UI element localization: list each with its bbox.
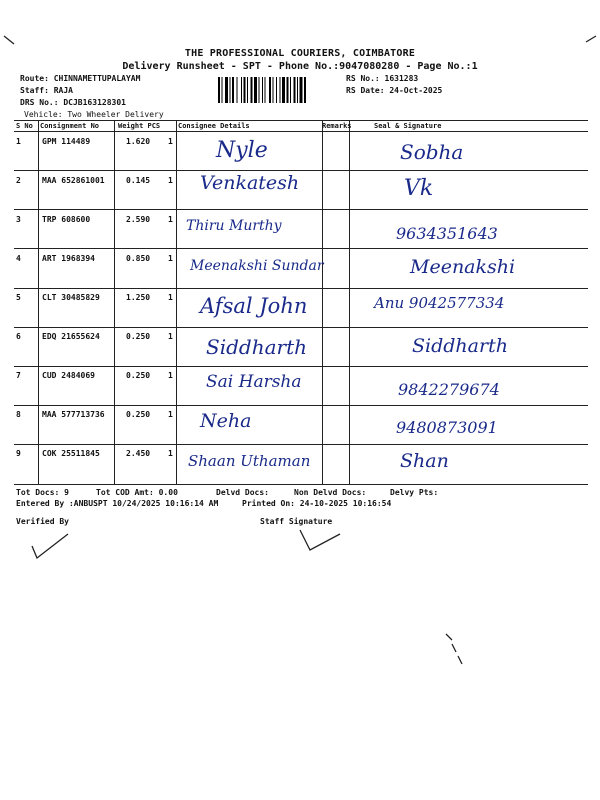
row-consignment: CUD 2484069	[42, 371, 95, 380]
entered-by: Entered By :ANBUSPT 10/24/2025 10:16:14 AM	[16, 499, 219, 508]
row-weight: 0.850	[126, 254, 151, 263]
row-divider	[14, 405, 588, 406]
row-weight: 1.250	[126, 293, 151, 302]
row-pcs: 1	[168, 137, 173, 146]
col-divider	[38, 120, 39, 484]
col-header-sno: S No	[16, 122, 33, 130]
row-consignment: COK 25511845	[42, 449, 100, 458]
table-header-rule	[14, 131, 588, 132]
row-sno: 3	[16, 215, 21, 224]
staff-signature-label: Staff Signature	[260, 517, 333, 526]
row-weight: 2.590	[126, 215, 151, 224]
seal-signature: 9634351643	[396, 224, 498, 243]
seal-signature: 9480873091	[396, 418, 498, 437]
row-weight: 0.145	[126, 176, 151, 185]
col-divider	[176, 120, 177, 484]
row-sno: 1	[16, 137, 21, 146]
row-sno: 5	[16, 293, 21, 302]
row-divider	[14, 170, 588, 171]
delivery-points: Delvy Pts:	[390, 488, 439, 497]
row-weight: 0.250	[126, 410, 151, 419]
col-divider	[114, 120, 115, 484]
document-subtitle: Delivery Runsheet - SPT - Phone No.:9047080280 - Page No.:1	[122, 61, 478, 72]
row-divider	[14, 209, 588, 210]
row-weight: 1.620	[126, 137, 151, 146]
col-divider	[349, 120, 350, 484]
consignee-signature: Neha	[200, 410, 252, 432]
consignee-signature: Sai Harsha	[206, 372, 302, 392]
row-pcs: 1	[168, 332, 173, 341]
col-divider	[322, 120, 323, 484]
consignee-signature: Siddharth	[206, 335, 307, 359]
col-header-consignee: Consignee Details	[178, 122, 250, 130]
row-sno: 4	[16, 254, 21, 263]
seal-signature: Vk	[404, 176, 434, 201]
corner-mark	[0, 30, 20, 50]
barcode	[218, 77, 342, 103]
row-consignment: MAA 652861001	[42, 176, 105, 185]
drs-label: DRS No.: DCJB163128301	[20, 98, 126, 107]
delivered-docs: Delvd Docs:	[216, 488, 269, 497]
consignee-signature: Thiru Murthy	[186, 218, 282, 234]
row-pcs: 1	[168, 215, 173, 224]
seal-signature: Sobha	[400, 140, 464, 164]
seal-signature: Shan	[400, 450, 449, 472]
row-pcs: 1	[168, 449, 173, 458]
consignee-signature: Venkatesh	[200, 172, 300, 194]
seal-signature: Siddharth	[412, 335, 508, 357]
consignee-signature: Meenakshi Sundar	[190, 258, 324, 274]
row-consignment: MAA 577713736	[42, 410, 105, 419]
consignee-signature: Afsal John	[200, 294, 308, 318]
row-pcs: 1	[168, 371, 173, 380]
row-weight: 0.250	[126, 332, 151, 341]
row-consignment: TRP 608600	[42, 215, 91, 224]
staff-label: Staff: RAJA	[20, 86, 73, 95]
consignee-signature: Nyle	[216, 138, 268, 163]
rs-number: RS No.: 1631283	[346, 74, 419, 83]
table-bottom-rule	[14, 484, 588, 485]
row-divider	[14, 327, 588, 328]
staff-checkmark	[292, 520, 348, 556]
row-pcs: 1	[168, 176, 173, 185]
route-label: Route: CHINNAMETTUPALAYAM	[20, 74, 141, 83]
row-sno: 6	[16, 332, 21, 341]
seal-signature: Meenakshi	[410, 256, 516, 278]
row-pcs: 1	[168, 293, 173, 302]
row-pcs: 1	[168, 254, 173, 263]
col-header-seal-signature: Seal & Signature	[374, 122, 442, 130]
corner-mark	[580, 30, 600, 50]
non-delivered-docs: Non Delvd Docs:	[294, 488, 367, 497]
vehicle-label: Vehicle: Two Wheeler Delivery	[24, 110, 164, 119]
seal-signature: Anu 9042577334	[374, 294, 505, 312]
row-divider	[14, 248, 588, 249]
table-top-rule	[14, 120, 588, 121]
row-sno: 7	[16, 371, 21, 380]
row-weight: 0.250	[126, 371, 151, 380]
row-divider	[14, 366, 588, 367]
row-sno: 9	[16, 449, 21, 458]
col-header-consignment: Consignment No	[40, 122, 100, 130]
row-weight: 2.450	[126, 449, 151, 458]
row-sno: 2	[16, 176, 21, 185]
stray-mark	[440, 630, 470, 670]
row-pcs: 1	[168, 410, 173, 419]
col-header-remarks: Remarks	[322, 122, 352, 130]
seal-signature: 9842279674	[398, 380, 500, 399]
total-docs: Tot Docs: 9	[16, 488, 69, 497]
row-consignment: EDQ 21655624	[42, 332, 100, 341]
row-sno: 8	[16, 410, 21, 419]
total-cod-amount: Tot COD Amt: 0.00	[96, 488, 178, 497]
col-header-weight-pcs: Weight PCS	[118, 122, 161, 130]
verified-by-label: Verified By	[16, 517, 69, 526]
row-consignment: CLT 30485829	[42, 293, 100, 302]
row-divider	[14, 444, 588, 445]
printed-on: Printed On: 24-10-2025 10:16:54	[242, 499, 392, 508]
verified-checkmark	[28, 528, 78, 564]
row-consignment: ART 1968394	[42, 254, 95, 263]
row-consignment: GPM 114489	[42, 137, 91, 146]
row-divider	[14, 288, 588, 289]
consignee-signature: Shaan Uthaman	[188, 452, 311, 470]
rs-date: RS Date: 24-Oct-2025	[346, 86, 443, 95]
document-title: THE PROFESSIONAL COURIERS, COIMBATORE	[184, 48, 416, 59]
